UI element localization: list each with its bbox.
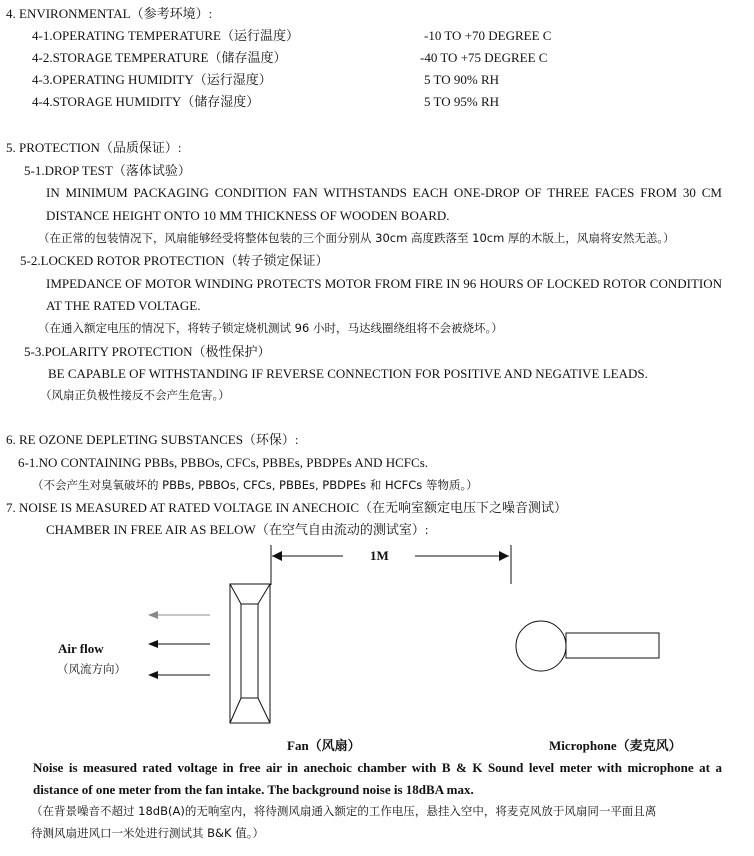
ozone-cn: （不会产生对臭氧破坏的 PBBs, PBBOs, CFCs, PBBEs, PBDPEs 和 HCFCs 等物质。） — [32, 478, 478, 492]
polarity-cn: （风扇正负极性接反不会产生危害。） — [40, 388, 230, 402]
locked-rotor-title: 5-2.LOCKED ROTOR PROTECTION（转子锁定保证） — [20, 253, 329, 268]
env-label: 4-3.OPERATING HUMIDITY（运行湿度） — [32, 72, 272, 87]
locked-rotor-cn: （在通入额定电压的情况下，将转子锁定烧机测试 96 小时，马达线圈绕组将不会被烧坏。） — [38, 321, 503, 335]
polarity-text: BE CAPABLE OF WITHSTANDING IF REVERSE CONNECTION FOR POSITIVE AND NEGATIVE LEADS. — [48, 366, 648, 381]
polarity-title: 5-3.POLARITY PROTECTION（极性保护） — [24, 344, 271, 359]
env-label: 4-2.STORAGE TEMPERATURE（储存温度） — [32, 50, 287, 65]
noise-heading-cont: CHAMBER IN FREE AIR AS BELOW（在空气自由流动的测试室）: — [46, 522, 429, 537]
microphone-shape — [516, 621, 659, 671]
drop-test-text: DISTANCE HEIGHT ONTO 10 MM THICKNESS OF WOODEN BOARD. — [46, 208, 450, 223]
arrowhead-icon — [148, 611, 158, 619]
locked-rotor-text: AT THE RATED VOLTAGE. — [46, 298, 201, 313]
noise-description: Noise is measured rated voltage in free air in anechoic chamber with B & K Sound level meter with microphone at a — [33, 760, 722, 775]
distance-label: 1M — [370, 548, 389, 563]
airflow-label: Air flow — [58, 641, 104, 656]
env-label: 4-1.OPERATING TEMPERATURE（运行温度） — [32, 28, 299, 43]
env-value: -40 TO +75 DEGREE C — [420, 50, 548, 65]
section-5-heading: 5. PROTECTION（品质保证）: — [6, 140, 182, 155]
arrowhead-icon — [272, 551, 282, 561]
env-value: 5 TO 95% RH — [424, 94, 499, 109]
drop-test-title: 5-1.DROP TEST（落体试验） — [24, 163, 191, 178]
drop-test-cn: （在正常的包装情况下，风扇能够经受将整体包装的三个面分别从 30cm 高度跌落至 10cm 厚的木版上，风扇将安然无恙。） — [38, 231, 675, 245]
fan-shape — [230, 584, 270, 723]
noise-description-cn: 待测风扇进风口一米处进行测试其 B&K 值。） — [31, 826, 264, 840]
noise-description: distance of one meter from the fan intake. The background noise is 18dBA max. — [33, 782, 474, 797]
drop-test-text: IN MINIMUM PACKAGING CONDITION FAN WITHSTANDS EACH ONE-DROP OF THREE FACES FROM 30 CM — [46, 185, 722, 200]
arrowhead-icon — [148, 640, 158, 648]
microphone-label: Microphone（麦克风） — [549, 738, 682, 753]
env-value: -10 TO +70 DEGREE C — [424, 28, 552, 43]
fan-label: Fan（风扇） — [287, 738, 361, 753]
section-7-heading: 7. NOISE IS MEASURED AT RATED VOLTAGE IN ANECHOIC（在无响室额定电压下之噪音测试） — [6, 500, 567, 515]
noise-description-cn: （在背景噪音不超过 18dB(A)的无响室内，将待测风扇通入额定的工作电压，悬挂入空中，将麦克风放于风扇同一平面且离 — [31, 804, 657, 818]
section-6-heading: 6. RE OZONE DEPLETING SUBSTANCES（环保）: — [6, 432, 299, 447]
arrowhead-icon — [499, 551, 509, 561]
airflow-cn-label: （风流方向） — [57, 662, 126, 676]
arrowhead-icon — [148, 671, 158, 679]
section-4-heading: 4. ENVIRONMENTAL（参考环境）: — [6, 6, 213, 21]
env-label: 4-4.STORAGE HUMIDITY（储存湿度） — [32, 94, 260, 109]
env-value: 5 TO 90% RH — [424, 72, 499, 87]
locked-rotor-text: IMPEDANCE OF MOTOR WINDING PROTECTS MOTOR FROM FIRE IN 96 HOURS OF LOCKED ROTOR CONDITION — [46, 276, 722, 291]
ozone-item: 6-1.NO CONTAINING PBBs, PBBOs, CFCs, PBBEs, PBDPEs AND HCFCs. — [18, 455, 429, 470]
